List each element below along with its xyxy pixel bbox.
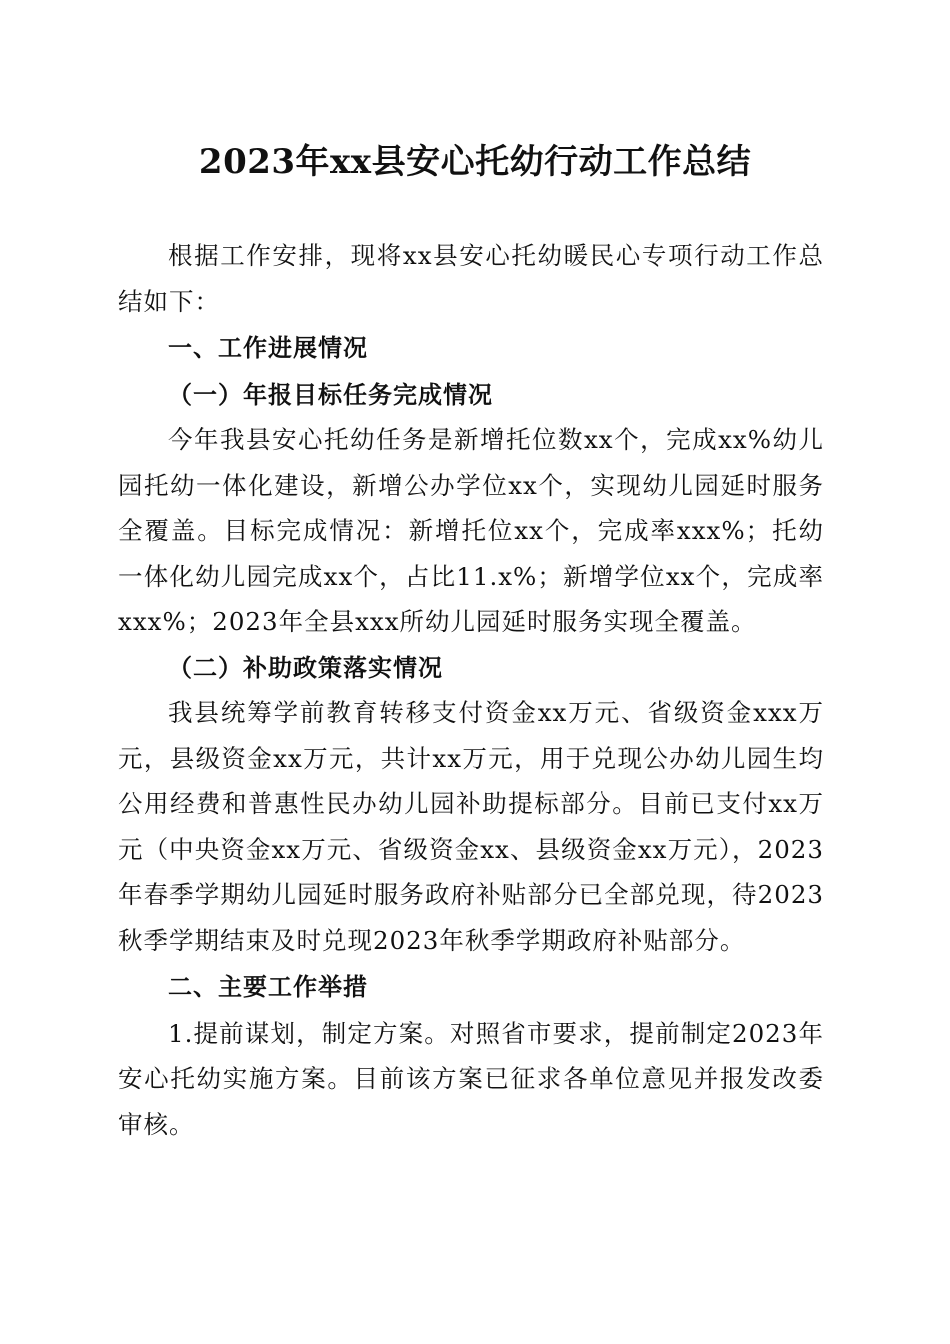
section-heading-measures: 二、主要工作举措	[168, 973, 368, 1001]
section-heading-progress: 一、工作进展情况	[168, 334, 368, 362]
subsection-heading-targets: （一）年报目标任务完成情况	[168, 379, 493, 409]
subsection-heading-subsidy: （二）补助政策落实情况	[168, 652, 443, 682]
document-title: 2023年xx县安心托幼行动工作总结	[198, 142, 752, 182]
measure-item-1: 1.提前谋划，制定方案。对照省市要求，提前制定2023年安心托幼实施方案。目前该方案已征求各单位意见并报发改委审核。	[118, 1018, 824, 1139]
subsidy-paragraph: 我县统筹学前教育转移支付资金xx万元、省级资金xxx万元，县级资金xx万元，共计xx万元，用于兑现公办幼儿园生均公用经费和普惠性民办幼儿园补助提标部分。目前已支付xx万元（中央资金xx万元、省级资金xx、县级资金xx万元），2023年春季学期幼儿园延时服务政府补贴部分已全部兑现，待2023秋季学期结束及时兑现2023年秋季学期政府补贴部分。	[118, 698, 824, 955]
document-body	[118, 233, 824, 1147]
targets-paragraph: 今年我县安心托幼任务是新增托位数xx个，完成xx%幼儿园托幼一体化建设，新增公办学位xx个，实现幼儿园延时服务全覆盖。目标完成情况：新增托位xx个，完成率xxx%；托幼一体化幼儿园完成xx个，占比11.x%；新增学位xx个，完成率xxx%；2023年全县xxx所幼儿园延时服务实现全覆盖。	[118, 425, 824, 636]
intro-paragraph: 根据工作安排，现将xx县安心托幼暖民心专项行动工作总结如下：	[118, 241, 824, 316]
